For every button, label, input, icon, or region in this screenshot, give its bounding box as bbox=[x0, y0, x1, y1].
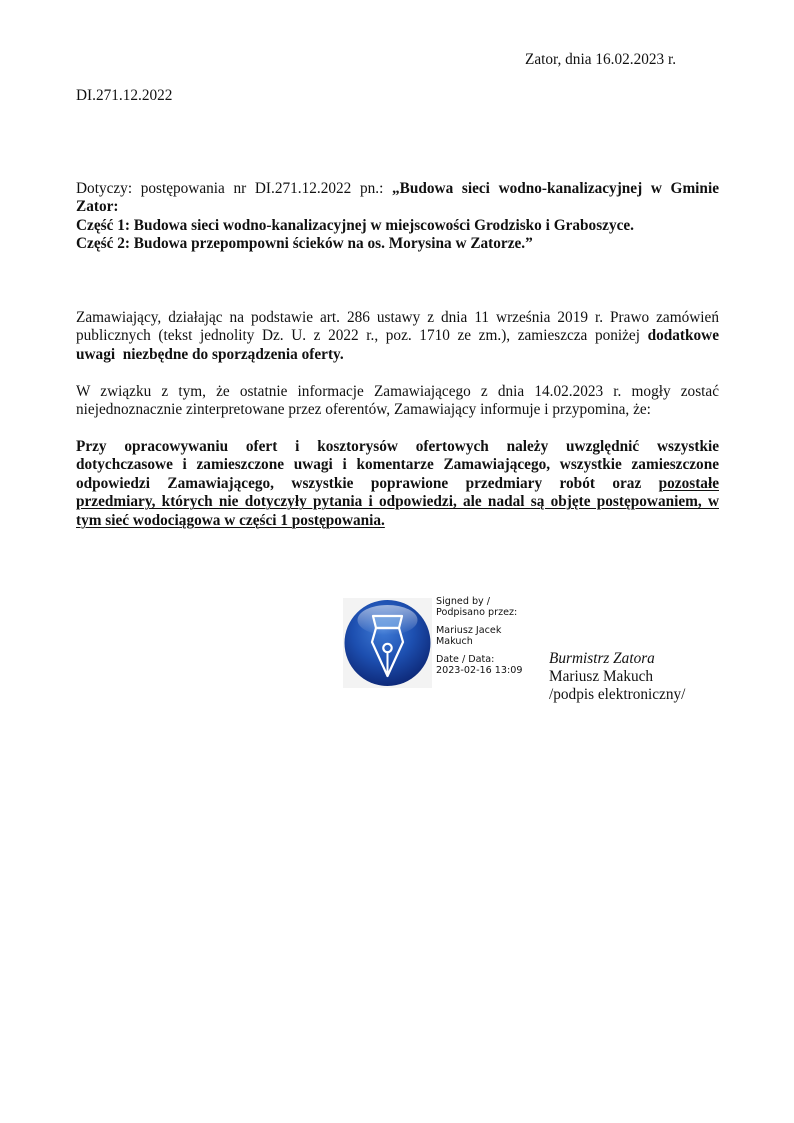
reference-number: DI.271.12.2022 bbox=[76, 87, 173, 104]
intro-line-2 bbox=[76, 327, 719, 345]
signature-badge bbox=[343, 598, 432, 688]
subject-title-start: „Budowa sieci wodno-kanalizacyjnej w Gminie bbox=[392, 180, 719, 197]
subject-prefix: Dotyczy: postępowania nr DI.271.12.2022 pn.: bbox=[76, 180, 393, 197]
subject-line-1 bbox=[76, 180, 719, 198]
notice-paragraph bbox=[76, 383, 719, 420]
emphasis-line-4-underlined: przedmiary, których nie dotyczyły pytania i odpowiedzi, ale nadal są objęte postępowaniem, w bbox=[76, 493, 719, 511]
subject-part-1: Część 1: Budowa sieci wodno-kanalizacyjnej w miejscowości Grodzisko i Graboszyce. bbox=[76, 216, 635, 234]
emphasis-paragraph bbox=[76, 438, 719, 530]
subject-title-end: Zator: bbox=[76, 198, 119, 216]
intro-paragraph bbox=[76, 309, 719, 364]
signed-by-label-2: Podpisano przez: bbox=[436, 606, 518, 618]
signer-name-1: Mariusz Jacek bbox=[436, 625, 502, 637]
emphasis-line-3 bbox=[76, 475, 719, 493]
emphasis-line-5-underlined: tym sieć wodociągowa w części 1 postępowania. bbox=[76, 511, 385, 529]
signatory-name: Mariusz Makuch bbox=[549, 668, 654, 686]
signatory-note: /podpis elektroniczny/ bbox=[549, 686, 686, 704]
signatory-title: Burmistrz Zatora bbox=[549, 650, 655, 667]
intro-line-2-text: publicznych (tekst jednolity Dz. U. z 2022 r., poz. 1710 ze zm.), zamieszcza poniżej bbox=[76, 327, 648, 345]
emphasis-line-1: Przy opracowywaniu ofert i kosztorysów ofertowych należy uwzględnić wszystkie bbox=[76, 438, 719, 455]
intro-line-3-bold: uwagi niezbędne do sporządzenia oferty. bbox=[76, 345, 344, 363]
date-value: 2023-02-16 13:09 bbox=[436, 664, 523, 676]
signatory-block bbox=[549, 650, 685, 705]
signed-by-label-1: Signed by / bbox=[436, 596, 491, 607]
notice-line-1: W związku z tym, że ostatnie informacje Zamawiającego z dnia 14.02.2023 r. mogły zostać bbox=[76, 383, 719, 400]
subject-section bbox=[76, 180, 719, 254]
intro-line-1: Zamawiający, działając na podstawie art. 286 ustawy z dnia 11 września 2019 r. Prawo zamówień bbox=[76, 309, 719, 326]
emphasis-line-5 bbox=[76, 512, 719, 530]
emphasis-line-3-text: odpowiedzi Zamawiającego, wszystkie poprawione przedmiary robót oraz bbox=[76, 474, 659, 492]
emphasis-line-2: dotychczasowe i zamieszczone uwagi i komentarze Zamawiającego, wszystkie zamieszczone bbox=[76, 456, 719, 474]
date-label: Date / Data: bbox=[436, 654, 495, 666]
notice-line-2: niejednoznacznie zinterpretowane przez oferentów, Zamawiający informuje i przypomina, że: bbox=[76, 401, 651, 419]
signature-stamp-text bbox=[436, 597, 522, 677]
intro-line-2-bold: dodatkowe bbox=[647, 327, 719, 345]
emphasis-line-3-underlined: pozostałe bbox=[658, 474, 719, 492]
fountain-pen-nib-icon bbox=[343, 598, 432, 688]
subject-part-2: Część 2: Budowa przepompowni ścieków na os. Morysina w Zatorze.” bbox=[76, 235, 533, 253]
place-and-date: Zator, dnia 16.02.2023 r. bbox=[525, 51, 677, 68]
signer-name-2: Makuch bbox=[436, 635, 473, 647]
